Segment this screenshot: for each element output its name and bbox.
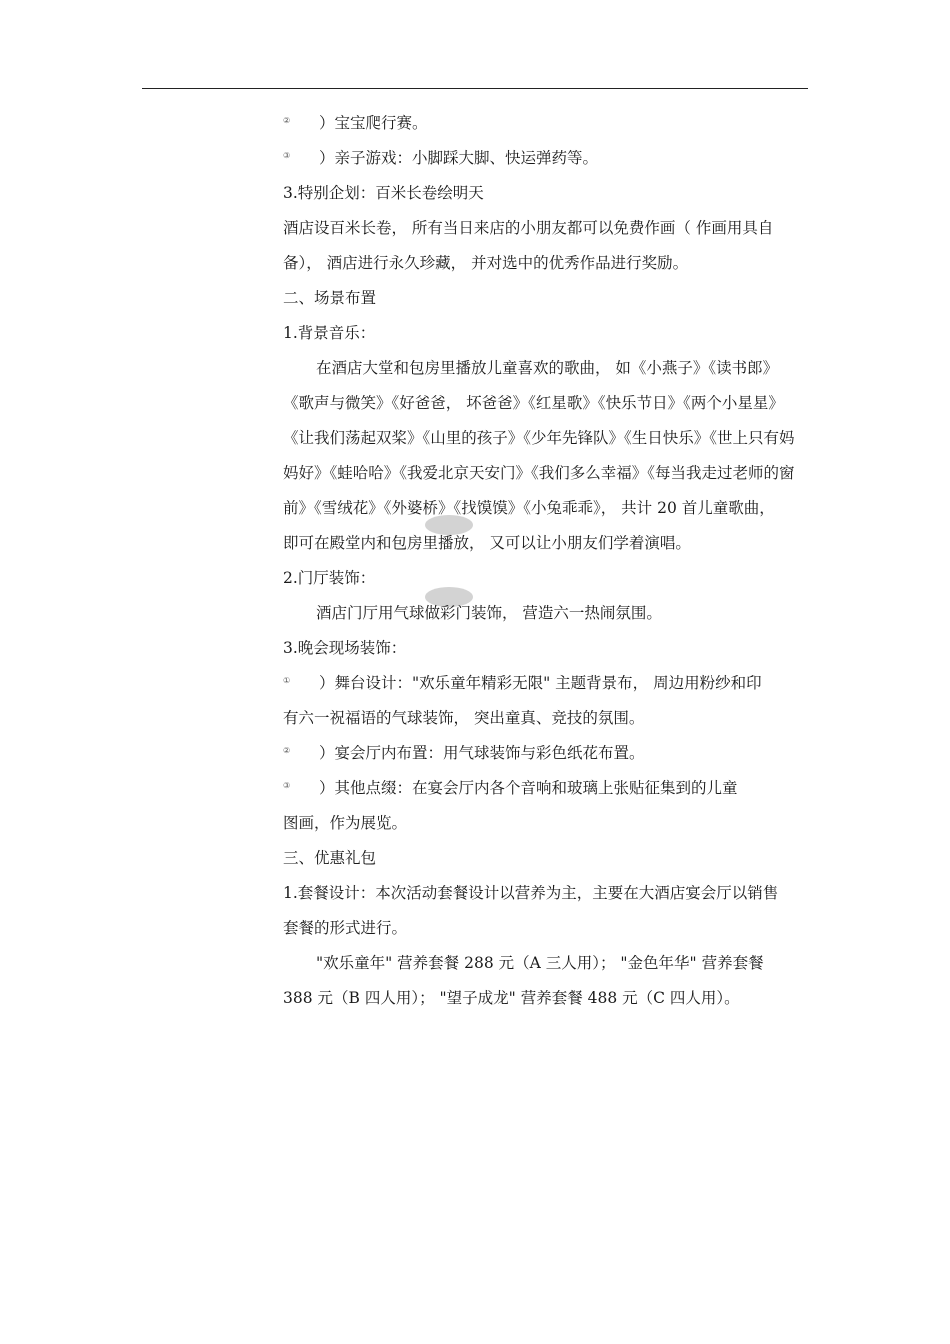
list-item <box>283 106 823 141</box>
line-text: 三、优惠礼包 <box>283 849 377 867</box>
text-line <box>283 491 823 526</box>
text-line <box>283 911 823 946</box>
text-line <box>283 281 823 316</box>
text-line <box>283 806 823 841</box>
line-text: 套餐的形式进行。 <box>283 919 408 937</box>
line-text: 前》《雪绒花》《外婆桥》《找馍馍》《小兔乖乖》， 共计 20 首儿童歌曲， <box>283 499 775 517</box>
item-number-marker: ③ <box>283 151 291 160</box>
text-line <box>283 946 823 981</box>
text-line <box>283 596 823 631</box>
line-text: 在酒店大堂和包房里播放儿童喜欢的歌曲， 如《小燕子》《读书郎》 <box>316 359 779 377</box>
list-item <box>283 771 823 806</box>
list-item <box>283 141 823 176</box>
text-line <box>283 561 823 596</box>
text-line <box>283 701 823 736</box>
line-text: 妈好》《蛙哈哈》《我爱北京天安门》《我们多么幸福》《每当我走过老师的窗 <box>283 464 795 482</box>
line-text: 2.门厅装饰： <box>283 569 376 587</box>
text-line <box>283 211 823 246</box>
line-text: 酒店设百米长卷， 所有当日来店的小朋友都可以免费作画（ 作画用具自 <box>283 219 774 237</box>
line-text: "欢乐童年" 营养套餐 288 元（A 三人用）； "金色年华" 营养套餐 <box>316 954 764 972</box>
text-line <box>283 456 823 491</box>
item-number-marker: ① <box>283 676 291 685</box>
text-line <box>283 351 823 386</box>
text-line <box>283 386 823 421</box>
line-text: 图画，作为展览。 <box>283 814 408 832</box>
line-text: 有六一祝福语的气球装饰， 突出童真、竞技的氛围。 <box>283 709 645 727</box>
text-line <box>283 526 823 561</box>
line-text: ）其他点缀：在宴会厅内各个音响和玻璃上张贴征集到的儿童 <box>319 779 738 797</box>
line-text: 388 元（B 四人用）； "望子成龙" 营养套餐 488 元（C 四人用）。 <box>283 989 740 1007</box>
line-text: 二、场景布置 <box>283 289 377 307</box>
line-text: 3.晚会现场装饰： <box>283 639 407 657</box>
line-text: ）宴会厅内布置：用气球装饰与彩色纸花布置。 <box>319 744 645 762</box>
line-text: 3.特别企划：百米长卷绘明天 <box>283 184 484 202</box>
line-text: 酒店门厅用气球做彩门装饰， 营造六一热闹氛围。 <box>316 604 662 622</box>
text-line <box>283 981 823 1016</box>
text-line <box>283 246 823 281</box>
line-text: 《歌声与微笑》《好爸爸， 坏爸爸》《红星歌》《快乐节日》《两个小星星》 <box>283 394 784 412</box>
text-line <box>283 631 823 666</box>
line-text: 1.背景音乐： <box>283 324 376 342</box>
line-text: ）亲子游戏：小脚踩大脚、快运弹药等。 <box>319 149 599 167</box>
item-number-marker: ② <box>283 116 291 125</box>
item-number-marker: ③ <box>283 781 291 790</box>
text-line <box>283 421 823 456</box>
line-text: 即可在殿堂内和包房里播放， 又可以让小朋友们学着演唱。 <box>283 534 691 552</box>
text-line <box>283 841 823 876</box>
line-text: 1.套餐设计：本次活动套餐设计以营养为主，主要在大酒店宴会厅以销售 <box>283 884 779 902</box>
list-item <box>283 666 823 701</box>
line-text: ）舞台设计："欢乐童年精彩无限" 主题背景布， 周边用粉纱和印 <box>319 674 762 692</box>
text-line <box>283 876 823 911</box>
text-line <box>283 316 823 351</box>
header-rule <box>142 88 808 89</box>
list-item <box>283 736 823 771</box>
line-text: 备）， 酒店进行永久珍藏， 并对选中的优秀作品进行奖励。 <box>283 254 689 272</box>
text-line <box>283 176 823 211</box>
document-body <box>283 106 823 1016</box>
line-text: 《让我们荡起双桨》《山里的孩子》《少年先锋队》《生日快乐》《世上只有妈 <box>283 429 795 447</box>
line-text: ）宝宝爬行赛。 <box>319 114 428 132</box>
item-number-marker: ② <box>283 746 291 755</box>
